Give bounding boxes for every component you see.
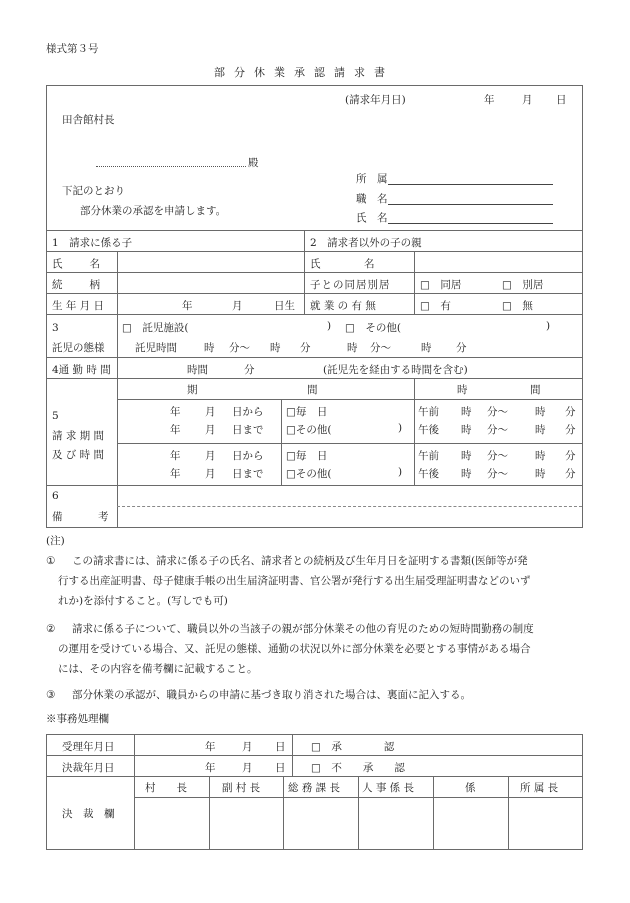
from-year[interactable]: 年 <box>170 450 181 462</box>
pm-unit[interactable]: 分～ <box>487 468 508 480</box>
child-birth-label: 生 年 月 日 <box>52 300 105 312</box>
section2-heading: 2 請求者以外の子の親 <box>310 237 422 249</box>
childcare-facility-close: ) <box>327 320 332 332</box>
affiliation-field[interactable] <box>388 184 553 185</box>
pm-unit[interactable]: 時 <box>461 424 472 436</box>
divider <box>46 272 583 273</box>
childcare-time-unit[interactable]: 分 <box>456 342 467 354</box>
stamp-box[interactable] <box>285 799 357 847</box>
cohabit-option-together[interactable]: □ 同居 <box>420 279 462 291</box>
divider <box>414 251 415 314</box>
childcare-time-unit[interactable]: 分～ <box>229 342 250 354</box>
notes-heading: (注) <box>46 535 65 547</box>
approve-option[interactable]: □ 承 認 <box>311 741 395 753</box>
to-year[interactable]: 年 <box>170 424 181 436</box>
commute-label: 4通 勤 時 間 <box>52 364 111 376</box>
approver-header: 所 属 長 <box>520 782 559 794</box>
note-mark: ① <box>46 555 56 567</box>
am-unit[interactable]: 分～ <box>487 450 508 462</box>
approver-header: 総 務 課 長 <box>288 782 341 794</box>
divider <box>414 378 415 485</box>
am-unit[interactable]: 時 <box>535 450 546 462</box>
divider <box>209 776 210 850</box>
divider <box>281 399 282 485</box>
child-birth-year[interactable]: 年 <box>182 300 193 312</box>
note-line: には、その内容を備考欄に記載すること。 <box>58 663 258 675</box>
to-month[interactable]: 月 <box>205 424 216 436</box>
request-date-day[interactable]: 日 <box>556 94 567 106</box>
section5-label-2: 及 び 時 間 <box>52 449 105 461</box>
to-day[interactable]: 日まで <box>232 468 264 480</box>
addressee: 田舎館村長 <box>62 114 115 126</box>
note-line: 行する出産証明書、母子健康手帳の出生届済証明書、官公署が発行する出生届受理証明書などのいず <box>58 575 531 587</box>
am-unit[interactable]: 分 <box>565 450 576 462</box>
from-day[interactable]: 日から <box>232 450 264 462</box>
divider <box>117 314 118 527</box>
note-mark: ③ <box>46 689 56 701</box>
request-date-label: (請求年月日) <box>345 94 406 106</box>
child-birth-day[interactable]: 日生 <box>274 300 295 312</box>
border-right <box>582 85 583 528</box>
am-unit[interactable]: 分～ <box>487 406 508 418</box>
childcare-time-label: 託児時間 <box>135 342 177 354</box>
stamp-box[interactable] <box>211 799 282 847</box>
received-year[interactable]: 年 <box>205 741 216 753</box>
border-top <box>46 85 583 86</box>
time-header-a: 時 <box>457 384 468 396</box>
decided-month[interactable]: 月 <box>242 762 253 774</box>
other-days-close: ) <box>398 422 403 434</box>
decided-date-label: 決裁年月日 <box>62 762 115 774</box>
employment-option-no[interactable]: □ 無 <box>502 300 533 312</box>
received-date-label: 受理年月日 <box>62 741 115 753</box>
childcare-time-unit[interactable]: 時 <box>204 342 215 354</box>
divider <box>46 776 583 777</box>
daily-option[interactable]: □毎 日 <box>286 450 328 462</box>
divider <box>304 230 305 314</box>
am-unit[interactable]: 時 <box>461 450 472 462</box>
request-date-month[interactable]: 月 <box>522 94 533 106</box>
affiliation-label: 所 属 <box>356 173 388 185</box>
stamp-box[interactable] <box>510 799 581 847</box>
approver-header: 係 <box>465 782 476 794</box>
child-name-label: 氏 名 <box>52 258 102 270</box>
divider <box>508 776 509 850</box>
stamp-box[interactable] <box>136 799 208 847</box>
am-unit[interactable]: 時 <box>461 406 472 418</box>
pm-unit[interactable]: 時 <box>535 468 546 480</box>
divider <box>46 755 583 756</box>
from-month[interactable]: 月 <box>205 406 216 418</box>
divider <box>134 734 135 850</box>
position-field[interactable] <box>388 204 553 205</box>
to-day[interactable]: 日まで <box>232 424 264 436</box>
employment-label: 就 業 の 有 無 <box>310 300 376 312</box>
from-year[interactable]: 年 <box>170 406 181 418</box>
stamp-box[interactable] <box>360 799 432 847</box>
decided-year[interactable]: 年 <box>205 762 216 774</box>
childcare-other-option[interactable]: □ その他( <box>345 322 402 334</box>
am-unit[interactable]: 時 <box>535 406 546 418</box>
note-line: 請求に係る子について、職員以外の当該子の親が部分休業その他の育児のための短時間勤務の制度 <box>72 623 534 635</box>
border-left <box>46 85 47 528</box>
note-line: 部分休業の承認が、職員からの申請に基づき取り消された場合は、裏面に記入する。 <box>72 689 471 701</box>
childcare-other-close: ) <box>546 320 551 332</box>
divider <box>433 776 434 850</box>
request-date-year[interactable]: 年 <box>484 94 495 106</box>
divider <box>46 849 583 850</box>
pm-unit[interactable]: 分 <box>565 468 576 480</box>
section1-heading: 1 請求に係る子 <box>52 237 133 249</box>
intro-line-1: 下記のとおり <box>62 185 125 197</box>
office-heading: ※事務処理欄 <box>46 713 109 725</box>
divider <box>46 357 583 358</box>
time-header-b: 間 <box>530 384 541 396</box>
divider <box>117 399 583 400</box>
other-days-close: ) <box>398 466 403 478</box>
note-line: の運用を受けている場合、又、託児の態様、通勤の状況以外に部分休業を必要とする事情がある場合 <box>58 643 531 655</box>
form-number: 様式第３号 <box>46 43 99 55</box>
parent-name-field[interactable] <box>417 253 580 270</box>
childcare-time-unit[interactable]: 分～ <box>370 342 391 354</box>
decided-day[interactable]: 日 <box>275 762 286 774</box>
section5-label-1: 請 求 期 間 <box>52 430 105 442</box>
am-label: 午前 <box>418 406 439 418</box>
section3-number: 3 <box>52 322 59 334</box>
childcare-time-unit[interactable]: 分 <box>300 342 311 354</box>
childcare-facility-option[interactable]: □ 託児施設( <box>122 322 189 334</box>
am-unit[interactable]: 分 <box>565 406 576 418</box>
pm-unit[interactable]: 分 <box>565 424 576 436</box>
child-relation-label: 続 柄 <box>52 279 102 291</box>
divider <box>358 776 359 850</box>
other-days-option[interactable]: □その他( <box>286 424 332 436</box>
page-title: 部分休業承認請求書 <box>214 66 394 79</box>
pm-unit[interactable]: 分～ <box>487 424 508 436</box>
from-day[interactable]: 日から <box>232 406 264 418</box>
applicant-name-field[interactable] <box>388 223 553 224</box>
divider <box>117 251 118 314</box>
pm-label: 午後 <box>418 424 439 436</box>
am-label: 午前 <box>418 450 439 462</box>
divider <box>46 485 583 486</box>
period-header-b: 間 <box>307 384 318 396</box>
commute-minutes[interactable]: 分 <box>244 364 255 376</box>
approver-header: 副 村 長 <box>222 782 261 794</box>
position-label: 職 名 <box>356 193 388 205</box>
note-mark: ② <box>46 623 56 635</box>
divider <box>582 734 583 850</box>
employment-option-yes[interactable]: □ 有 <box>420 300 451 312</box>
childcare-time-unit[interactable]: 時 <box>347 342 358 354</box>
received-month[interactable]: 月 <box>242 741 253 753</box>
divider <box>46 378 583 379</box>
daily-option[interactable]: □毎 日 <box>286 406 328 418</box>
divider <box>46 293 583 294</box>
pm-label: 午後 <box>418 468 439 480</box>
commute-hours[interactable]: 時間 <box>187 364 208 376</box>
pm-unit[interactable]: 時 <box>535 424 546 436</box>
period-header-a: 期 <box>187 384 198 396</box>
child-birth-month[interactable]: 月 <box>232 300 243 312</box>
pm-unit[interactable]: 時 <box>461 468 472 480</box>
cohabit-option-separate[interactable]: □ 別居 <box>502 279 544 291</box>
border-bottom <box>46 527 583 528</box>
divider <box>46 734 583 735</box>
divider <box>46 314 583 315</box>
divider <box>117 443 583 444</box>
divider <box>46 230 583 231</box>
received-day[interactable]: 日 <box>275 741 286 753</box>
to-year[interactable]: 年 <box>170 468 181 480</box>
other-days-option[interactable]: □その他( <box>286 468 332 480</box>
stamp-box[interactable] <box>435 799 507 847</box>
commute-note: (託児先を経由する時間を含む) <box>323 364 468 376</box>
name-label: 氏 名 <box>356 212 388 224</box>
addressee-name-line[interactable] <box>96 166 246 167</box>
parent-name-label: 氏 名 <box>310 258 378 270</box>
cohabit-label: 子との同居別居 <box>310 279 391 291</box>
divider <box>292 734 293 776</box>
honorific: 殿 <box>248 157 259 169</box>
note-line: この請求書には、請求に係る子の氏名、請求者との続柄及び生年月日を証明する書類(医師等が発 <box>72 555 528 567</box>
to-month[interactable]: 月 <box>205 468 216 480</box>
divider <box>283 776 284 850</box>
intro-line-2: 部分休業の承認を申請します。 <box>80 205 227 217</box>
remarks-dashed-line <box>117 506 582 507</box>
child-name-field[interactable] <box>120 253 302 270</box>
divider <box>46 251 583 252</box>
decision-label: 決 裁 欄 <box>62 808 115 820</box>
section3-label: 託児の態様 <box>52 342 105 354</box>
disapprove-option[interactable]: □ 不 承 認 <box>311 762 405 774</box>
section6-label: 備 考 <box>52 511 110 523</box>
section6-number: 6 <box>52 490 59 502</box>
divider <box>46 734 47 850</box>
approver-header: 村 長 <box>145 782 187 794</box>
child-relation-field[interactable] <box>120 274 302 291</box>
childcare-time-unit[interactable]: 時 <box>421 342 432 354</box>
childcare-time-unit[interactable]: 時 <box>270 342 281 354</box>
approver-header: 人 事 係 長 <box>362 782 415 794</box>
section5-number: 5 <box>52 410 59 422</box>
from-month[interactable]: 月 <box>205 450 216 462</box>
note-line: れか)を添付すること。(写しでも可) <box>58 595 228 607</box>
